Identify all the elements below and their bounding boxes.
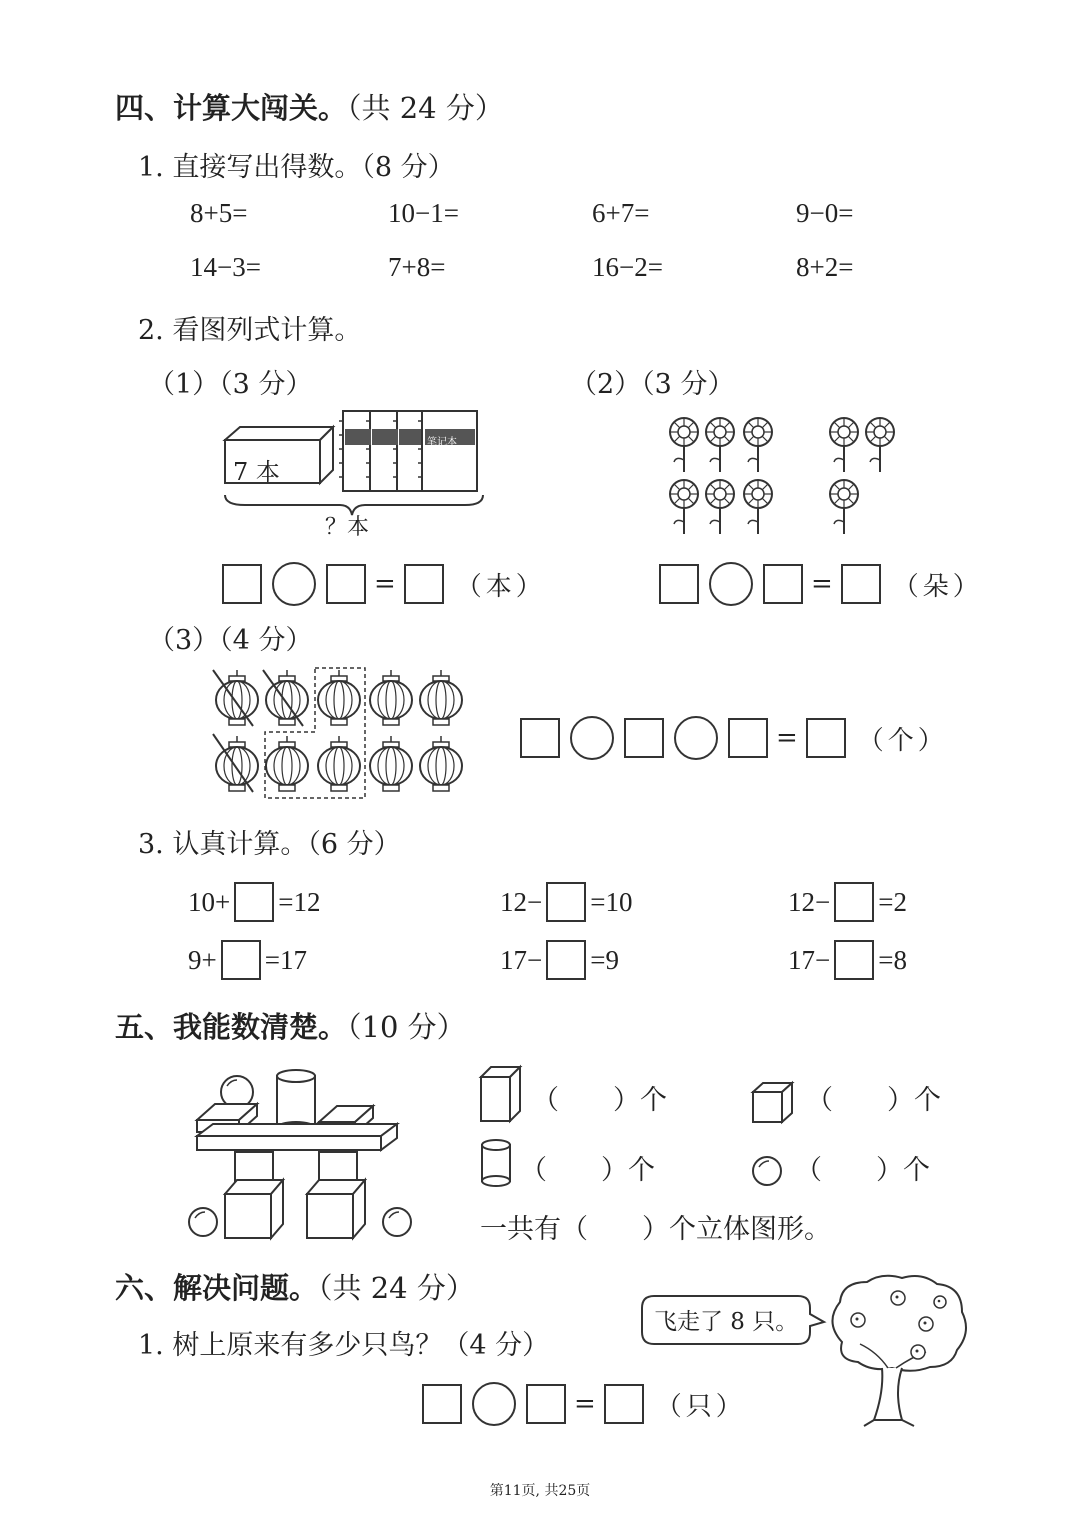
flowers-illustration: [660, 412, 910, 537]
answer-box[interactable]: [526, 1384, 566, 1424]
q3-item-2: 12− =10: [500, 882, 632, 922]
box-label: 7 本: [233, 458, 280, 486]
fill-box[interactable]: [546, 940, 586, 980]
cuboid-icon: [478, 1063, 526, 1125]
fill-box[interactable]: [834, 882, 874, 922]
answer-box[interactable]: [604, 1384, 644, 1424]
section6-title: 六、解决问题。（共 24 分）: [115, 1271, 475, 1305]
q1-label: 1. 直接写出得数。（8 分）: [138, 152, 455, 183]
s6-q1-equation: = （只）: [422, 1382, 746, 1426]
fill-box[interactable]: [234, 882, 274, 922]
sphere-icon: [750, 1154, 786, 1190]
answer-box[interactable]: [806, 718, 846, 758]
notebook-label: 笔记本: [427, 437, 457, 448]
fill-box[interactable]: [834, 940, 874, 980]
q3-item-1: 10+ =12: [188, 882, 320, 922]
q1-item-5: 14−3=: [190, 252, 261, 282]
q3-item-3: 12− =2: [788, 882, 907, 922]
q1-item-1: 8+5=: [190, 198, 248, 228]
cylinder-count: （ ）个: [520, 1155, 655, 1186]
q1-item-2: 10−1=: [388, 198, 459, 228]
answer-box[interactable]: [404, 564, 444, 604]
total-count: 一共有（ ）个立体图形。: [480, 1214, 831, 1245]
q1-item-7: 16−2=: [592, 252, 663, 282]
operator-circle[interactable]: [709, 562, 753, 606]
answer-box[interactable]: [422, 1384, 462, 1424]
answer-box[interactable]: [763, 564, 803, 604]
q1-item-4: 9−0=: [796, 198, 854, 228]
bubble-text: 飞走了 8 只。: [654, 1309, 799, 1335]
cylinder-icon: [478, 1138, 518, 1188]
q1-item-8: 8+2=: [796, 252, 854, 282]
cube-count: （ ）个: [806, 1085, 941, 1116]
cuboid-count: （ ）个: [532, 1085, 667, 1116]
answer-box[interactable]: [222, 564, 262, 604]
q3-label: 3. 认真计算。（6 分）: [138, 829, 401, 860]
brace-label: ？本: [325, 515, 370, 540]
operator-circle[interactable]: [272, 562, 316, 606]
p2-equation: = （朵）: [659, 562, 983, 606]
q2-p3-label: （3）（4 分）: [148, 625, 313, 656]
fill-box[interactable]: [546, 882, 586, 922]
tree-illustration: [822, 1272, 972, 1432]
operator-circle[interactable]: [674, 716, 718, 760]
q2-label: 2. 看图列式计算。: [138, 315, 362, 346]
q1-item-6: 7+8=: [388, 252, 446, 282]
operator-circle[interactable]: [472, 1382, 516, 1426]
answer-box[interactable]: [659, 564, 699, 604]
operator-circle[interactable]: [570, 716, 614, 760]
answer-box[interactable]: [728, 718, 768, 758]
lanterns-illustration: [205, 662, 475, 802]
solids-illustration: [185, 1062, 420, 1242]
section5-title: 五、我能数清楚。（10 分）: [115, 1010, 466, 1044]
answer-box[interactable]: [624, 718, 664, 758]
q1-item-3: 6+7=: [592, 198, 650, 228]
q2-p2-label: （2）（3 分）: [570, 369, 735, 400]
section4-title: 四、计算大闯关。（共 24 分）: [115, 91, 504, 125]
p1-equation: = （本）: [222, 562, 546, 606]
answer-box[interactable]: [520, 718, 560, 758]
page-footer: 第11页, 共25页: [489, 1483, 591, 1499]
sphere-count: （ ）个: [795, 1155, 930, 1186]
q3-item-6: 17− =8: [788, 940, 907, 980]
q3-item-4: 9+ =17: [188, 940, 307, 980]
q3-item-5: 17− =9: [500, 940, 619, 980]
answer-box[interactable]: [841, 564, 881, 604]
answer-box[interactable]: [326, 564, 366, 604]
p3-equation: = （个）: [520, 716, 948, 760]
q2-p1-label: （1）（3 分）: [148, 369, 313, 400]
s6-q1-label: 1. 树上原来有多少只鸟？（4 分）: [138, 1330, 550, 1361]
cube-icon: [750, 1080, 798, 1126]
fill-box[interactable]: [221, 940, 261, 980]
